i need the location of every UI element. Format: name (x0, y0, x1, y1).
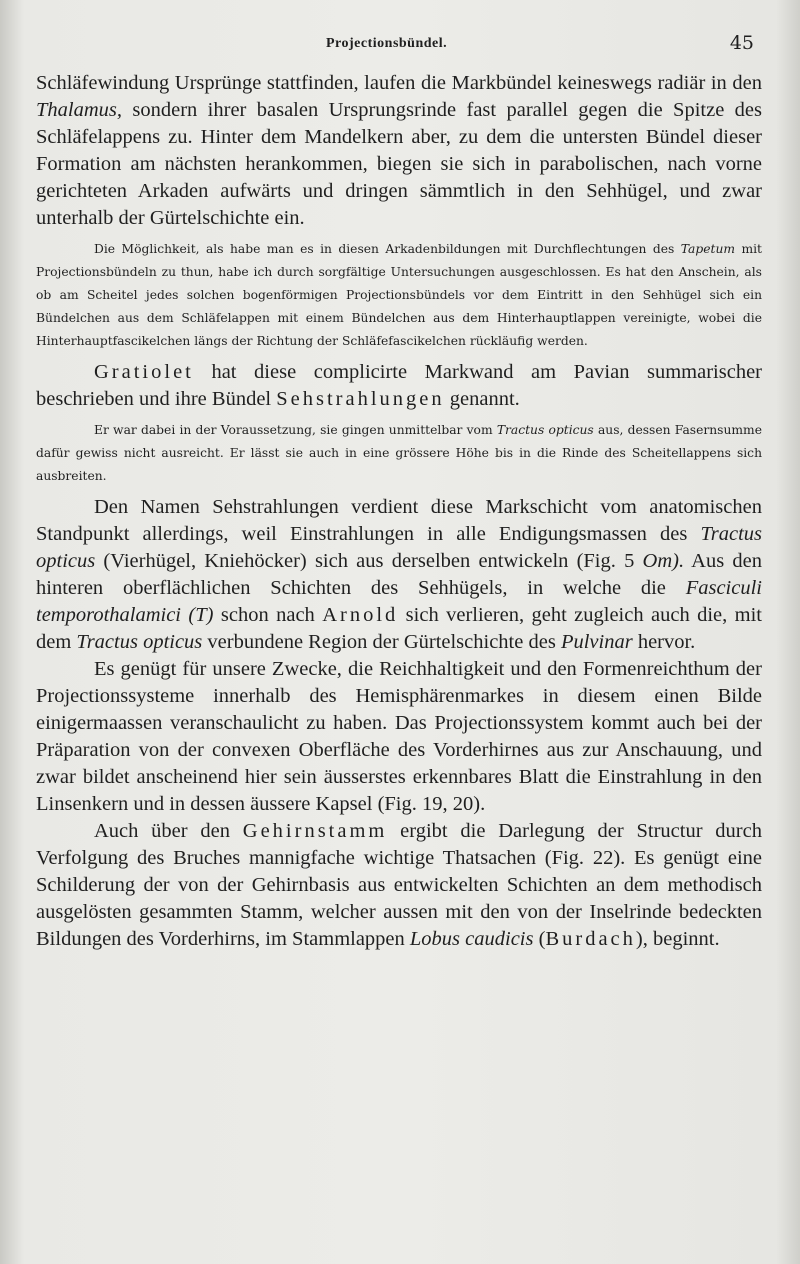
text-run: sondern ihrer basalen Ursprungsrinde fast parallel gegen die Spitze des Schläfelappens zu. Hinter dem Mandelkern aber, zu dem die untersten Bündel dieser Formation am nächsten herankommen, biegen sie sich in parabolischen, nach vorne gerichteten Arkaden aufwärts und dringen sämmtlich in den Sehhügel, und zwar unterhalb der Gürtelschichte ein. (36, 99, 762, 229)
paragraph-2 (36, 359, 762, 413)
footnote-2 (36, 419, 762, 488)
italic-term: Tractus opticus (496, 423, 594, 437)
text-run: aus, dessen Fasernsumme dafür gewiss nicht ausreicht. Er lässt sie auch in eine grössere Höhe bis in die Rinde des Scheitellappens sich ausbreiten. (36, 423, 762, 483)
text-run: Die Möglichkeit, als habe man es in diesen Arkadenbildungen mit Durchflechtungen des (94, 242, 681, 256)
text-run: Auch über den (94, 820, 243, 842)
italic-term: Thalamus, (36, 99, 123, 121)
paragraph-5 (36, 818, 762, 953)
footnote-1 (36, 238, 762, 353)
text-run: Den Namen Sehstrahlungen verdient diese Markschicht vom anatomischen Standpunkt allerdings, weil Einstrahlungen in alle Endigungsmassen des (36, 496, 762, 545)
text-run: Es genügt für unsere Zwecke, die Reichhaltigkeit und den Formenreichthum der Projectionssysteme innerhalb des Hemisphärenmarkes in diesem einen Bilde einigermaassen veranschaulicht zu haben. Das Projectionssystem kommt auch bei der Präparation von der convexen Oberfläche des Vorderhirnes aus zur Anschauung, und zwar bildet anscheinend hier sein äusserstes erkennbares Blatt die Einstrahlung in den Linsenkern und in dessen äussere Kapsel (Fig. 19, 20). (36, 658, 762, 815)
text-run: schon nach (213, 604, 323, 626)
italic-term: Pulvinar (560, 631, 633, 653)
text-run: mit Projectionsbündeln zu thun, habe ich durch sorgfältige Untersuchungen ausgeschlossen. Es hat den Anschein, als ob am Scheitel jedes solchen bogenförmigen Projectionsbündels vor dem Eintritt in den Sehhügel sich ein Bündelchen aus dem Schläfelappen mit einem Bündelchen aus dem Hinterhauptlappen vereinigte, wobei die Hinterhauptfascikelchen längs der Richtung der Schläfefascikelchen rückläufig werden. (36, 242, 762, 348)
spaced-term: Sehstrahlungen (276, 388, 445, 410)
text-run: ), beginnt. (635, 928, 720, 950)
spaced-name: Arnold (322, 604, 399, 626)
text-run: hat diese complicirte Markwand am Pavian summarischer beschrieben und ihre Bündel (36, 361, 762, 410)
italic-term: Tractus opticus (76, 631, 203, 653)
text-run: Schläfewindung Ursprünge stattfinden, laufen die Markbündel keineswegs radiär in den (36, 72, 762, 94)
paragraph-3 (36, 494, 762, 656)
italic-term: Lobus caudicis (409, 928, 534, 950)
italic-term: Fasciculi temporothalamici (T) (36, 577, 762, 626)
text-run: hervor. (632, 631, 696, 653)
text-run: verbundene Region der Gürtelschichte des (202, 631, 561, 653)
italic-term: Tractus opticus (36, 523, 762, 572)
text-run: ergibt die Darlegung der Structur durch Verfolgung des Bruches mannigfache wichtige Thatsachen (Fig. 22). Es genügt eine Schilderung der von der Gehirnbasis aus entwickelten Schichten an dem methodisch ausgelösten gesammten Stamm, welcher aussen mit den von der Inselrinde bedeckten Bildungen des Vorderhirns, im Stammlappen (36, 820, 762, 950)
text-run: Er war dabei in der Voraussetzung, sie gingen unmittelbar vom (94, 423, 497, 437)
text-run: sich verlieren, geht zugleich auch die, mit dem (36, 604, 762, 653)
spaced-name: Burdach (545, 928, 636, 950)
text-run: Aus den hinteren oberflächlichen Schichten des Sehhügels, in welche die (36, 550, 762, 599)
page-number: 45 (729, 32, 754, 54)
italic-term: Tapetum (680, 242, 736, 256)
spaced-name: Gratiolet (94, 361, 194, 383)
paragraph-1 (36, 70, 762, 232)
running-title: Projectionsbündel. (326, 36, 448, 51)
text-run: ( (533, 928, 546, 950)
text-run: (Vierhügel, Kniehöcker) sich aus derselben entwickeln (Fig. 5 (95, 550, 643, 572)
running-head (36, 32, 762, 60)
italic-term: Om). (642, 550, 685, 572)
paragraph-4 (36, 656, 762, 818)
spaced-term: Gehirnstamm (242, 820, 388, 842)
text-run: genannt. (444, 388, 520, 410)
